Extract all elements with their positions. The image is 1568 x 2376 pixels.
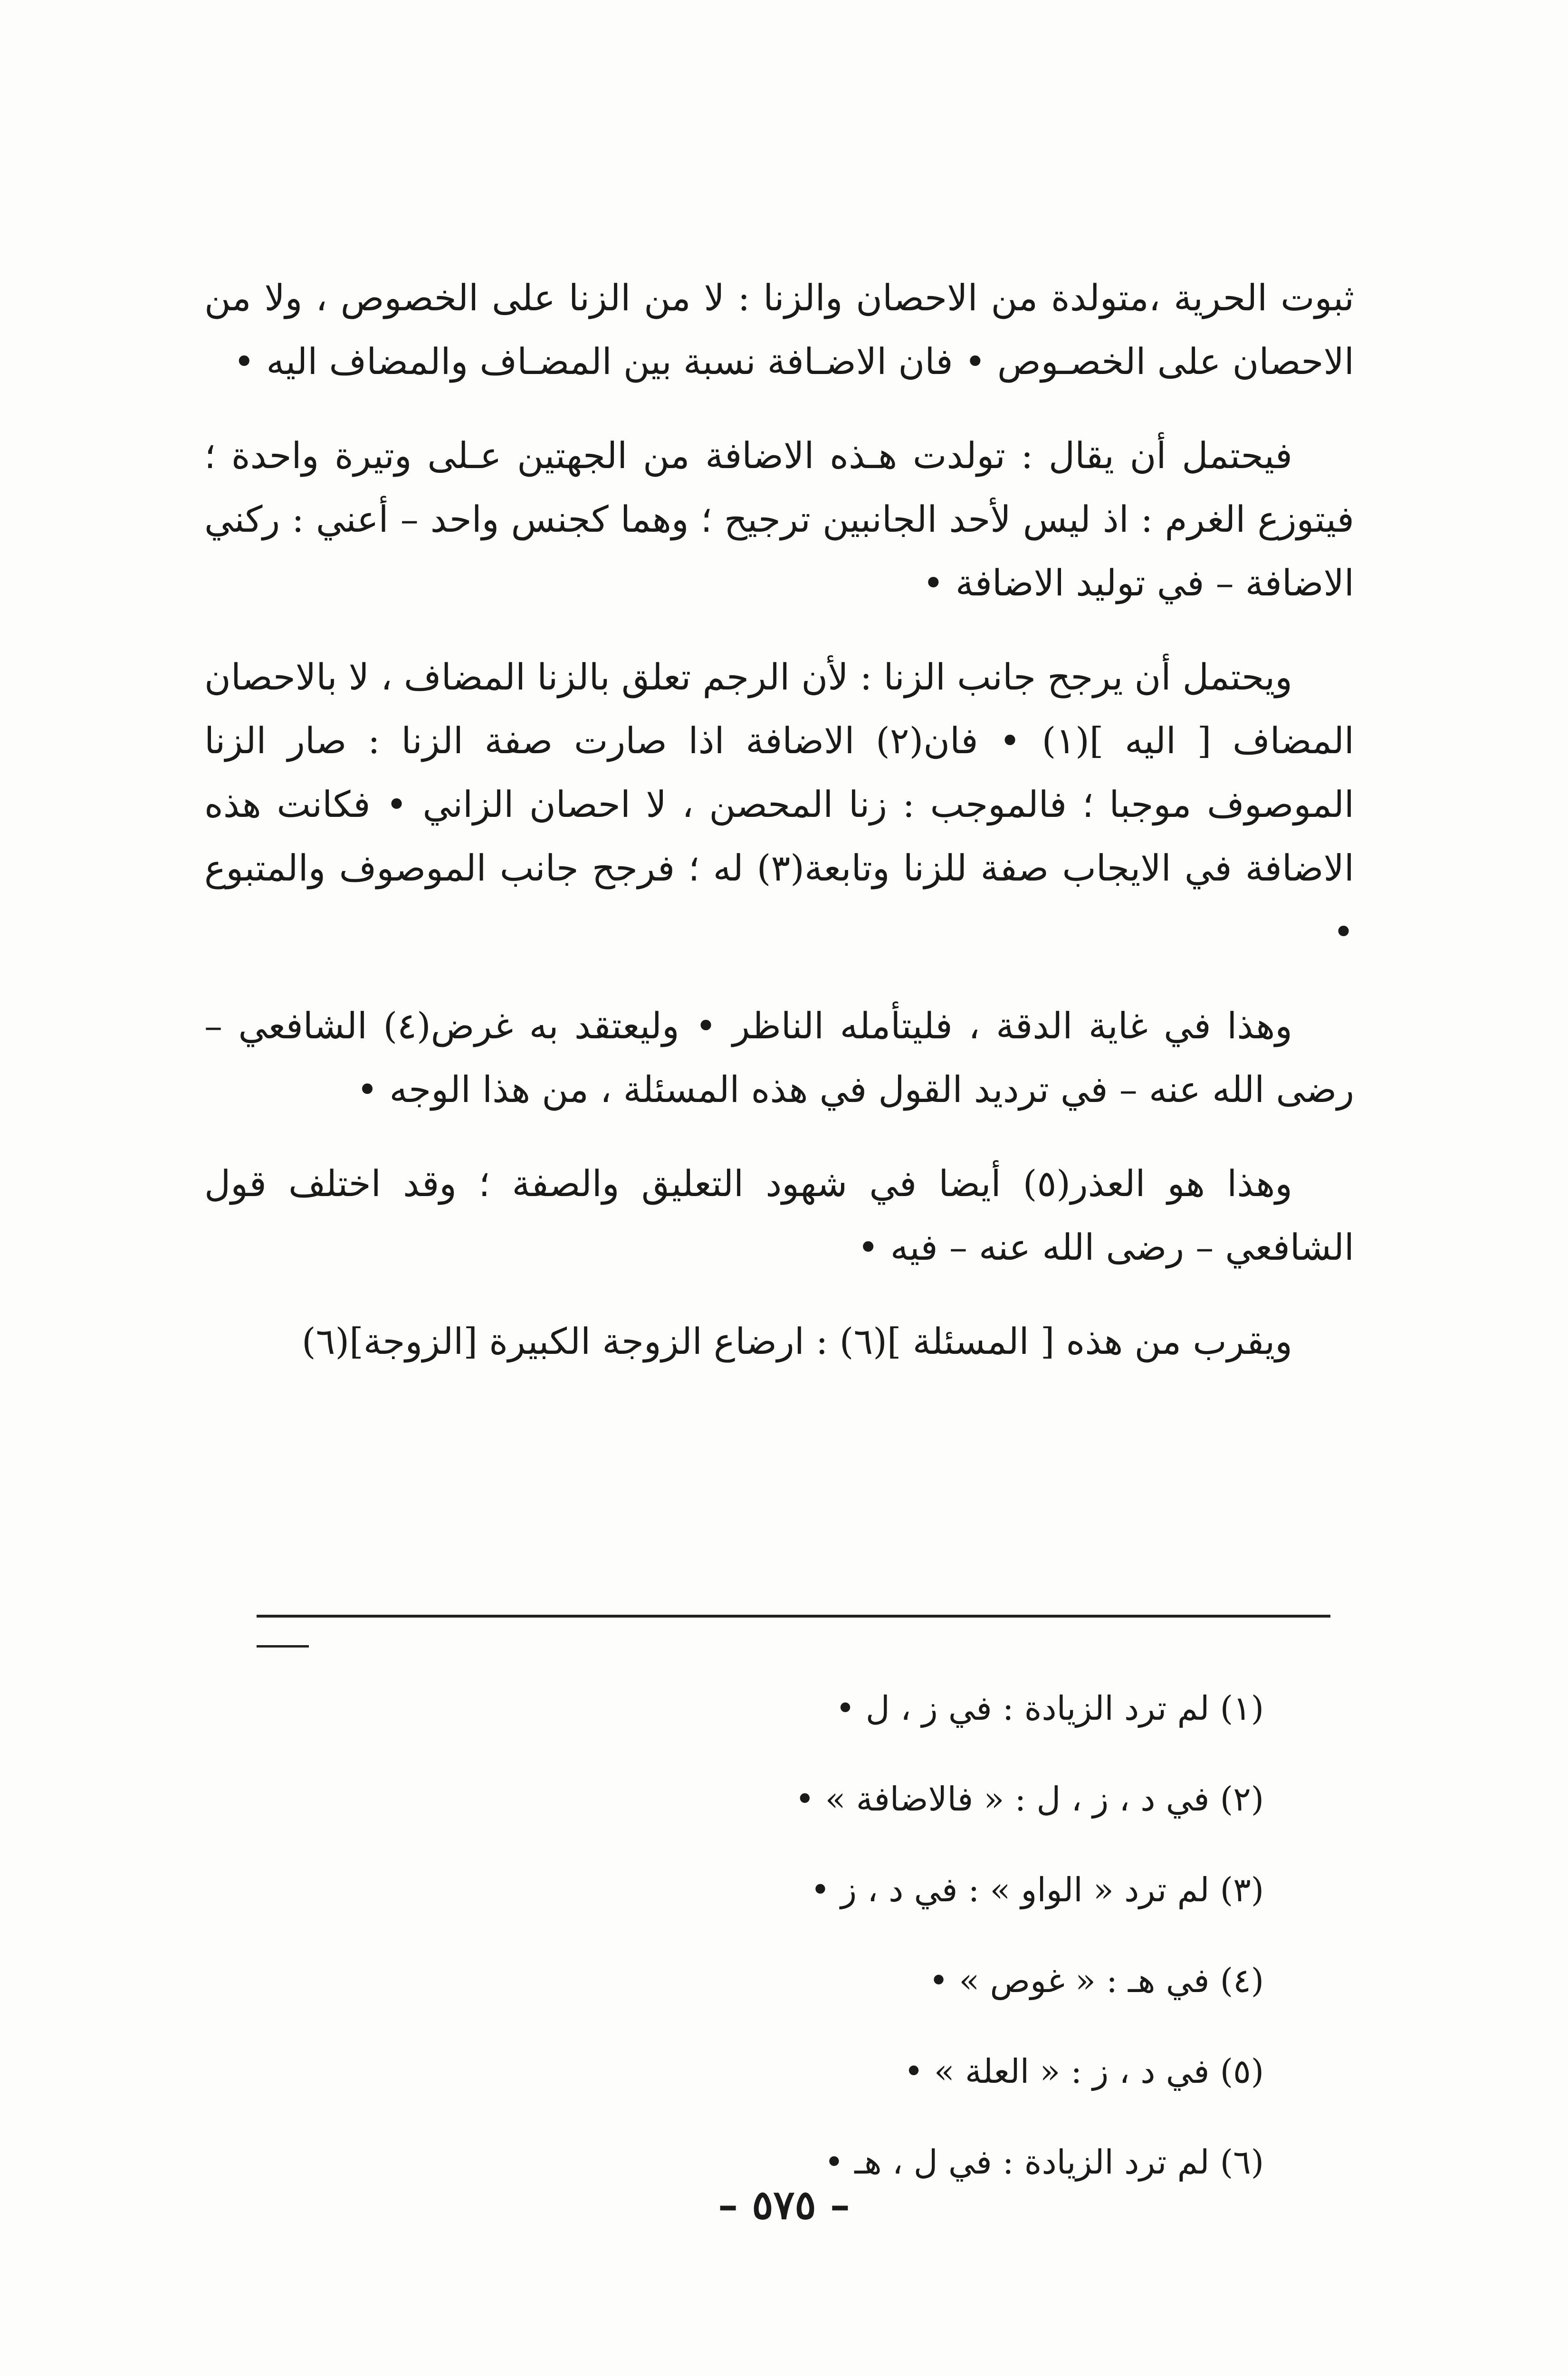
footnote-4: (٤) في هـ : « غوص » • <box>928 1961 1264 2000</box>
footnote-3: (٣) لم ترد « الواو » : في د ، ز • <box>810 1870 1264 1909</box>
page-number: – ٥٧٥ – <box>718 2181 850 2228</box>
footnote-separator-stub <box>257 1645 309 1648</box>
footnote-6: (٦) لم ترد الزيادة : في ل ، هـ • <box>824 2143 1264 2182</box>
paragraph-2: فيحتمل أن يقال : تولدت هـذه الاضافة من الجهتين عـلى وتيرة واحدة ؛ فيتوزع الغرم : اذ ليس لأحد الجانبين ترجيح ؛ وهما كجنس واحد – أعني : ركني الاضافة – في توليد الاضافة • <box>204 434 1354 604</box>
paragraph-4: وهذا في غاية الدقة ، فليتأمله الناظر • وليعتقد به غرض(٤) الشافعي – رضى الله عنه – في ترديد القول في هذه المسئلة ، من هذا الوجه • <box>204 1005 1354 1111</box>
footnote-2: (٢) في د ، ز ، ل : « فالاضافة » • <box>795 1780 1264 1819</box>
footnotes <box>618 1663 1264 2208</box>
footnote-1: (١) لم ترد الزيادة : في ز ، ل • <box>835 1689 1264 1728</box>
paragraph-6: ويقرب من هذه [ المسئلة ](٦) : ارضاع الزوجة الكبيرة [الزوجة](٦) <box>301 1320 1292 1362</box>
paragraph-1: ثبوت الحرية ،متولدة من الاحصان والزنا : لا من الزنا على الخصوص ، ولا من الاحصان على الخصـوص • فان الاضـافة نسبة بين المضـاف والمضاف اليه • <box>204 277 1354 383</box>
footnote-5: (٥) في د ، ز : « العلة » • <box>904 2052 1264 2091</box>
paragraph-5: وهذا هو العذر(٥) أيضا في شهود التعليق والصفة ؛ وقد اختلف قول الشافعي – رضى الله عنه – فيه • <box>204 1162 1354 1268</box>
footnote-separator <box>257 1615 1330 1618</box>
paragraph-3: ويحتمل أن يرجح جانب الزنا : لأن الرجم تعلق بالزنا المضاف ، لا بالاحصان المضاف [ اليه ](١) • فان(٢) الاضافة اذا صارت صفة الزنا : صار الزنا الموصوف موجبا ؛ فالموجب : زنا المحصن ، لا احصان الزاني • فكانت هذه الاضافة في الايجاب صفة للزنا وتابعة(٣) له ؛ فرجح جانب الموصوف والمتبوع • <box>204 656 1354 953</box>
main-text <box>204 266 1354 1404</box>
